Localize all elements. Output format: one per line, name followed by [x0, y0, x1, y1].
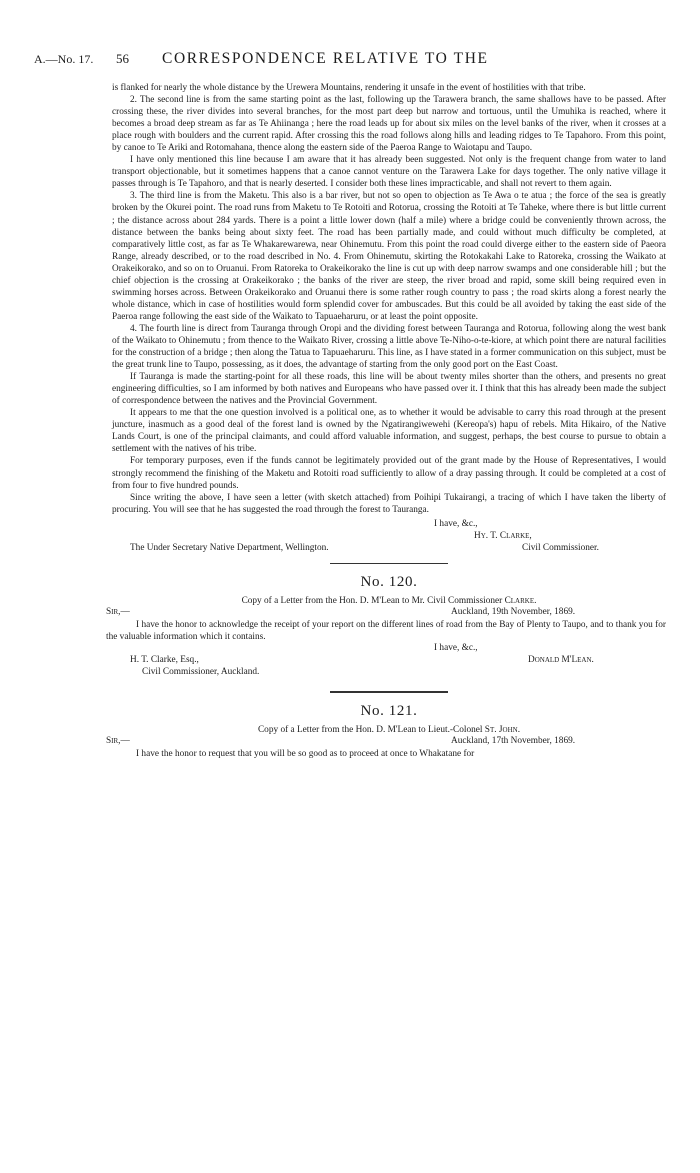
signature: Donald M'Lean.: [528, 655, 594, 666]
paragraph: 2. The second line is from the same starting point as the last, following up the Tarawera branch, the same shallows have to be passed. After crossing these, the river divides into several branches, for the most part deep but narrow and tortuous, until the Umuhika is reached, where it becomes a broad deep stream as far as Te Ahiinanga ; here the road leads up for about six miles on the level banks of the river, when it crosses at a place rough with boulders and the current rapid. After crossing this the road follows along hills and leading ridges to Te Tapahoro. From this point, by canoe to Te Ariki and Rotomahana, thence along the eastern side of the Paeroa Range to Waiotapu and Taupo.: [112, 95, 666, 154]
letter-119: [112, 82, 666, 555]
salutation: Sir,—: [106, 607, 130, 618]
addressee-row: [112, 543, 666, 555]
valediction: I have, &c.,: [434, 643, 478, 654]
signature-row: [112, 655, 666, 667]
paragraph: If Tauranga is made the starting-point for all these roads, this line will be about twenty miles shorter than the others, and presents no great engineering difficulties, so I am informed by both natives and Europeans who have passed over it. I think that this has already been made the subject of correspondence between the natives and the Provincial Government.: [112, 372, 666, 407]
section-divider: [330, 691, 448, 693]
place-date: Auckland, 19th November, 1869.: [451, 607, 576, 618]
page-body: [106, 82, 666, 760]
letter-caption: [112, 724, 666, 736]
page-number: 56: [116, 51, 129, 66]
letter-caption: [112, 595, 666, 607]
paragraph: It appears to me that the one question involved is a political one, as to whether it would be advisable to carry this road through at the present juncture, inasmuch as a good deal of the forest land is owned by the Ngatirangiwewehi (Kereopa's) hapu of rebels. Mita Hikairo, of the Native Lands Court, is one of the principal claimants, and could afford valuable information, and suggest, perhaps, the best course to pursue to obtain a settlement with the natives of his tribe.: [112, 408, 666, 455]
addressee-title: Civil Commissioner, Auckland.: [142, 667, 260, 678]
valediction-row: [112, 643, 666, 655]
letter-number: No. 120.: [360, 574, 418, 591]
salutation-row: [106, 607, 666, 619]
paragraph: I have only mentioned this line because I am aware that it has already been suggested. Not only is the frequent change from water to land transport objectionable, but it sometimes happens that a canoe cannot venture on the Tarawera Lake for days together. The only native village it passes through is Te Tapahoro, and that is nearly deserted. I consider both these lines impracticable, and shall not revert to them again.: [112, 155, 666, 190]
signature-title: Civil Commissioner.: [522, 542, 599, 553]
caption-name: Clarke: [504, 596, 535, 607]
valediction-row: [112, 519, 666, 531]
signature: Hy. T. Clarke,: [474, 530, 532, 541]
running-head: [34, 50, 670, 70]
letter-120: [106, 574, 666, 679]
addressee: The Under Secretary Native Department, Wellington.: [130, 542, 329, 553]
letter-121: [106, 702, 666, 760]
addressee-name: H. T. Clarke, Esq.,: [130, 655, 199, 666]
paragraph: is flanked for nearly the whole distance by the Urewera Mountains, rendering it unsafe in the event of hostilities with that tribe.: [112, 83, 586, 93]
place-date: Auckland, 17th November, 1869.: [451, 735, 576, 746]
section-divider: [330, 563, 448, 565]
paragraph: I have the honor to request that you will be so good as to proceed at once to Whakatane for: [136, 748, 475, 759]
caption-suffix: .: [534, 596, 537, 607]
letter-number: No. 121.: [360, 702, 418, 719]
caption-suffix: .: [517, 724, 521, 735]
caption-text: Copy of a Letter from the Hon. D. M'Lean to Mr. Civil Commissioner: [241, 596, 505, 607]
salutation-row: [106, 735, 666, 748]
paragraph: I have the honor to acknowledge the receipt of your report on the different lines of road from the Bay of Plenty to Taupo, and to thank you for the valuable information which it contains.: [106, 620, 666, 643]
caption-name: St. John: [484, 724, 518, 735]
paragraph: For temporary purposes, even if the funds cannot be legitimately provided out of the grant made by the House of Representatives, I would strongly recommend the finishing of the Maketu and Rotoiti road sufficiently to allow of a dray passing through. It could be completed at a cost of from four to five hundred pounds.: [112, 456, 666, 491]
valediction: I have, &c.,: [434, 518, 478, 529]
paragraph: 3. The third line is from the Maketu. This also is a bar river, but not so open to objection as Te Awa o te atua ; the force of the sea is greatly broken by the Okurei point. The road runs from Maketu to Te Rotoiti and Rotorua, crossing the Rotoiti at Te Taheke, where there is but little current ; the distance across about 284 yards. There is a point a little lower down (half a mile) where a bridge could be conveniently thrown across, the distance between the banks being about sixty feet. The road has been partially made, and could without much difficulty be completed, at comparatively little cost, as far as Te Whakarewarewa, near Ohinemutu. From this point the road could diverge either to the eastern side of Paeora Range, already described, or to the road described in No. 4. From Ohinemutu, skirting the Rotokakahi Lake to Ratoreka, crossing the Waikato at Orakeikorako, and so on to Oruanui. From Ratoreka to Orakeikorako the line is cut up with deep narrow swamps and one considerable hill ; but the chief objection is the crossing at Orakeikorako ; the banks of the river are steep, the river broad and rapid, some skill being required even in swimming horses across. Between Orakeikorako and Oruanui there is some rather rough country to pass ; the road skirts along a forest nearly the whole distance, which in case of hostilities would form splendid cover for ambuscades. But this could be all avoided by taking the east side of the Paeroa range following the east side of the Waikato to Tapuaeharuru, or at least the point opposite.: [112, 191, 666, 322]
paragraph: Since writing the above, I have seen a letter (with sketch attached) from Poihipi Tukairangi, a tracing of which I have taken the liberty of procuring. You will see that he has suggested the road through the forest to Tauranga.: [112, 492, 666, 515]
paper-number: A.—No. 17.: [34, 52, 94, 66]
addressee-title-row: [112, 667, 666, 679]
running-title: CORRESPONDENCE RELATIVE TO THE: [162, 50, 489, 67]
salutation: Sir,—: [106, 735, 130, 746]
paragraph: 4. The fourth line is direct from Tauranga through Oropi and the dividing forest between Tauranga and Rotorua, following along the west bank of the Waikato to Ohinemutu ; from thence to the Waikato River, crossing a little above Te-Niho-o-te-kiore, at which point there are natural facilities for the construction of a bridge ; then along the Tatua to Tapuaeharuru. This line, as I have stated in a former communication on this subject, must be the great trunk line to Taupo, possessing, as it does, the advantage of starting from the only good port on the East Coast.: [112, 323, 666, 371]
signature-row: [112, 531, 666, 543]
caption-text: Copy of a Letter from the Hon. D. M'Lean to Lieut.-Colonel: [257, 724, 485, 735]
